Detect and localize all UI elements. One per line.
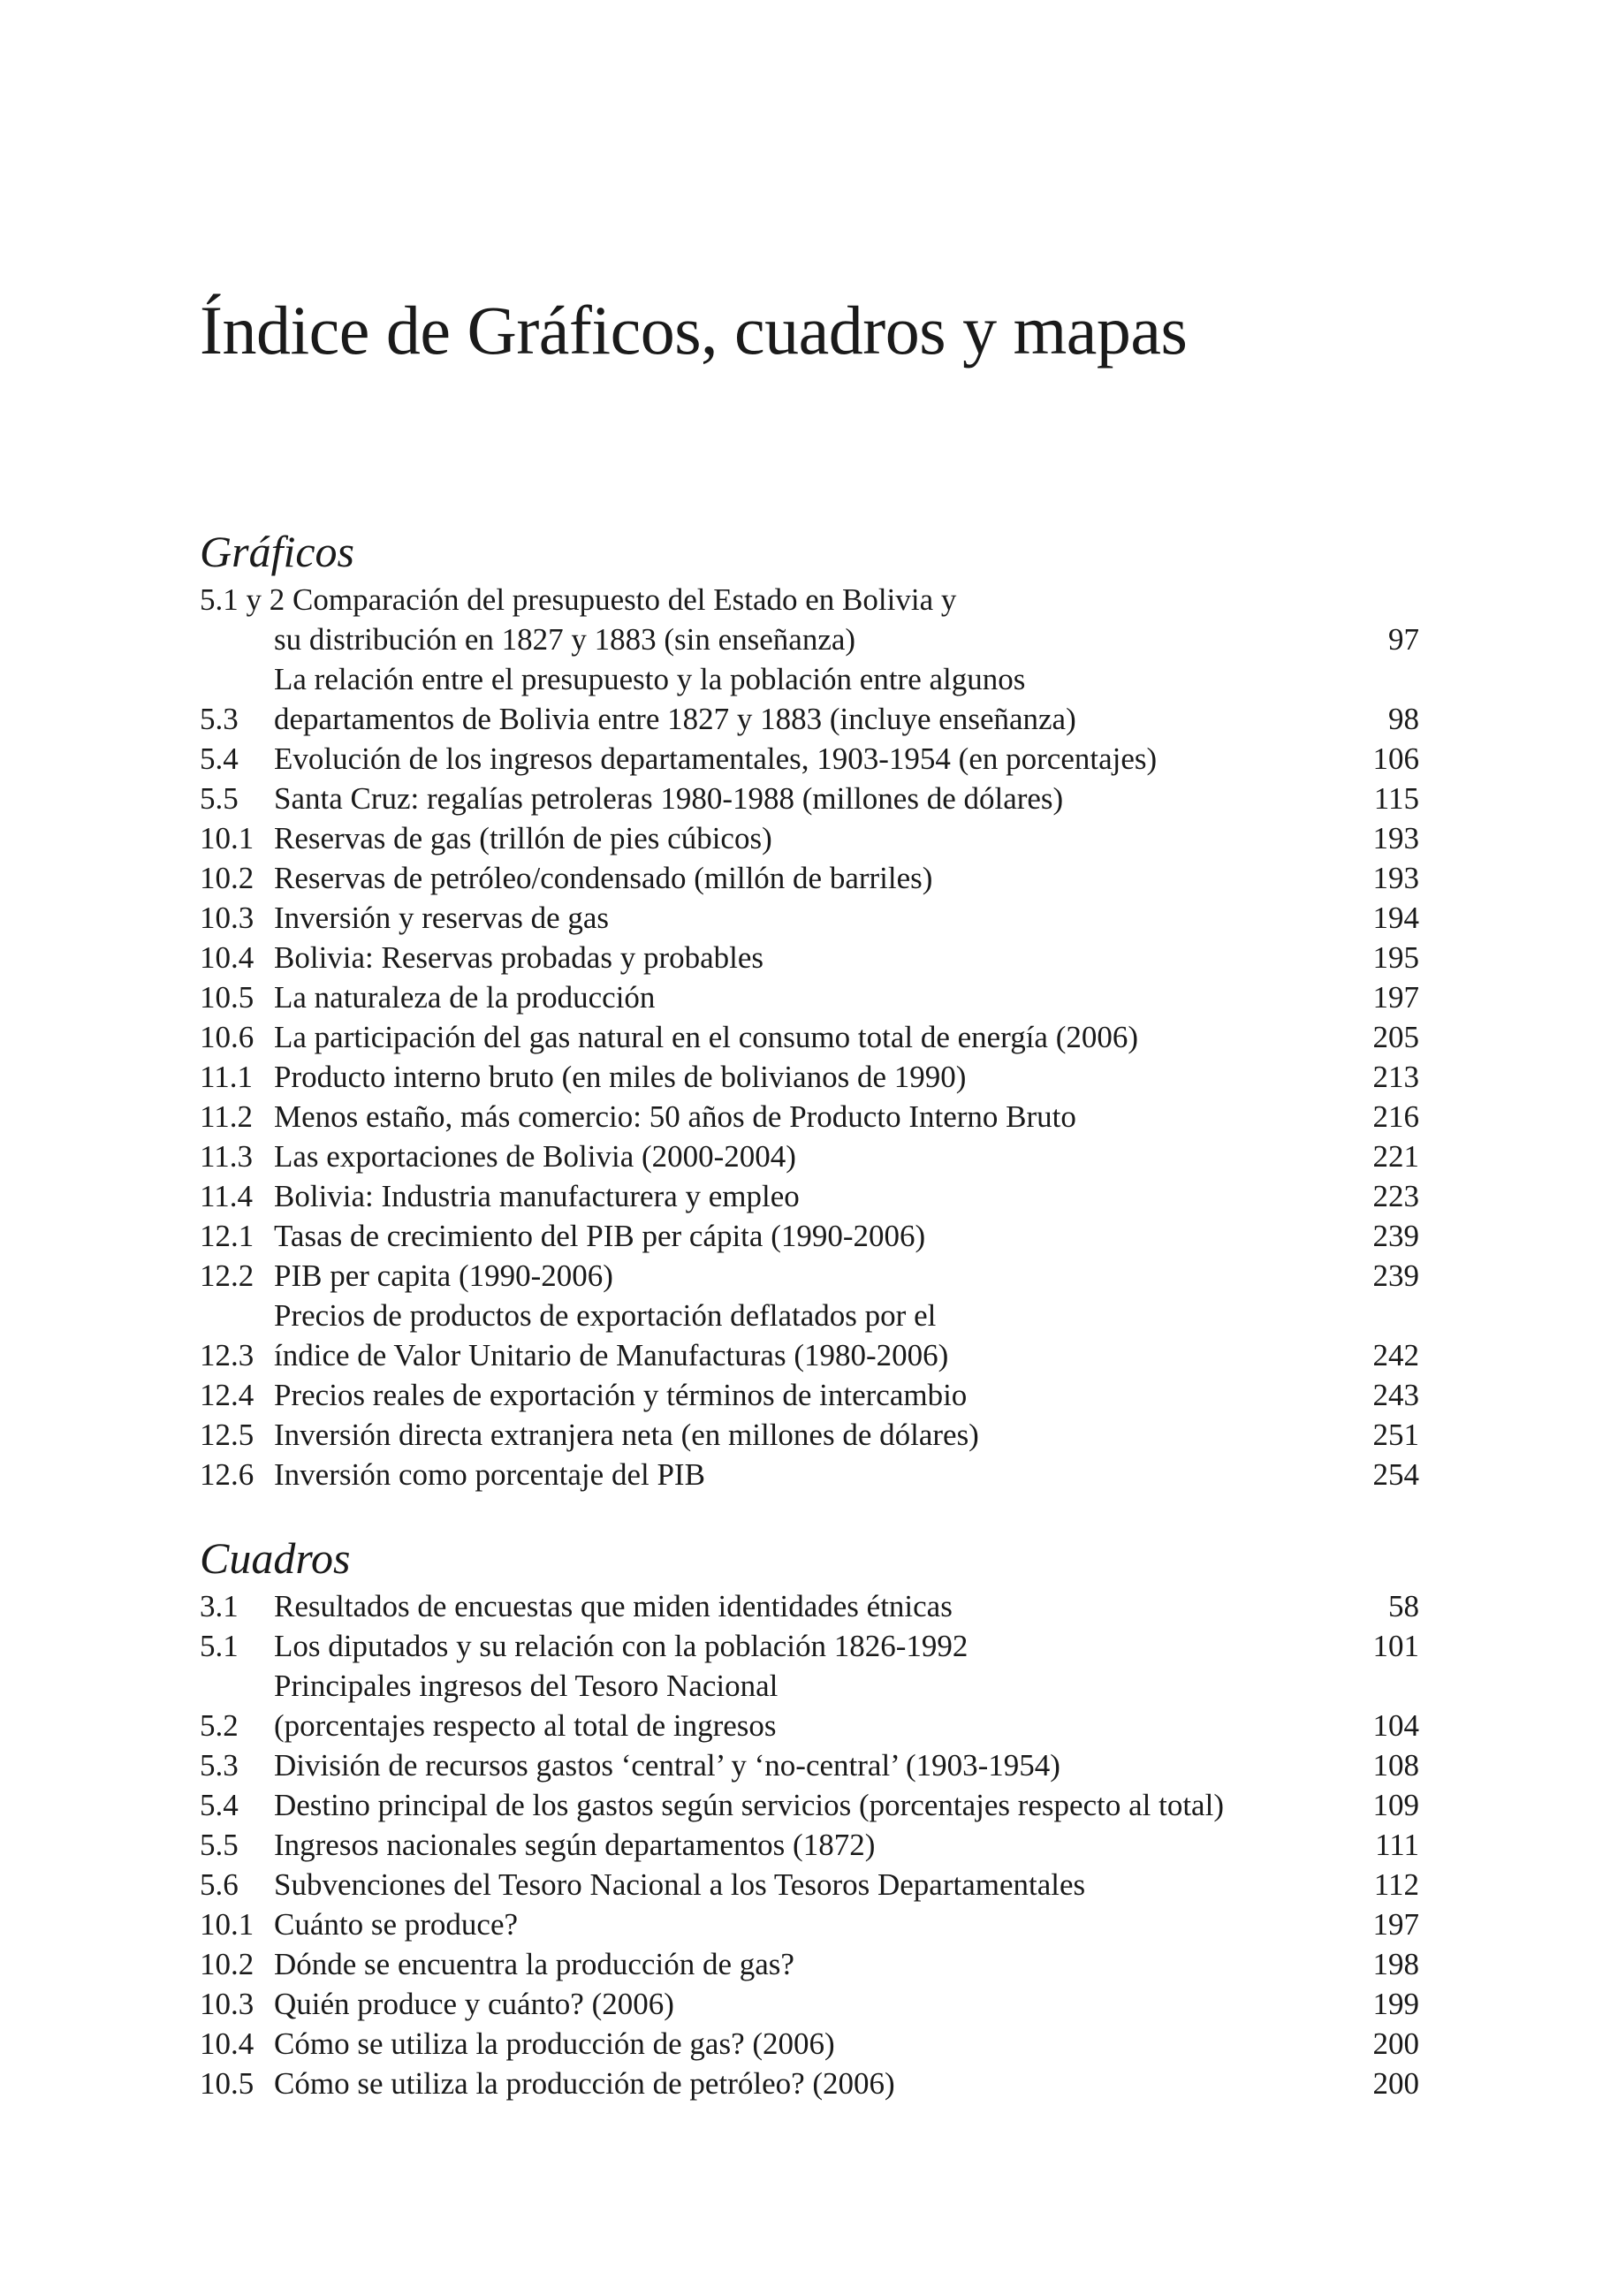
entry-title (274, 1586, 1313, 1626)
entry-page-number: 106 (1372, 741, 1419, 776)
entry-title-line: Reservas de petróleo/condensado (millón de barriles) (274, 861, 933, 895)
entry-title-line: Ingresos nacionales según departamentos (1872) (274, 1828, 876, 1862)
entry-page-number: 239 (1372, 1219, 1419, 1253)
index-entry (200, 1455, 1419, 1494)
entry-number: 12.2 (200, 1258, 254, 1293)
entry-number: 10.1 (200, 821, 254, 855)
index-entry (200, 1984, 1419, 2024)
entry-title-line: Inversión y reservas de gas (274, 901, 610, 935)
index-entry (200, 1785, 1419, 1825)
entry-number: 12.5 (200, 1418, 254, 1452)
entry-number: 10.6 (200, 1020, 254, 1054)
index-entry (200, 938, 1419, 977)
entry-number: 3.1 (200, 1589, 239, 1623)
entry-title (274, 1666, 1313, 1745)
entry-page-number: 199 (1372, 1987, 1419, 2021)
entry-title (200, 580, 1313, 659)
entry-title (274, 1097, 1313, 1137)
entry-number: 12.3 (200, 1338, 254, 1372)
entry-page-number: 200 (1372, 2066, 1419, 2101)
entry-title-line: (porcentajes respecto al total de ingresos (274, 1708, 777, 1743)
entry-number: 10.5 (200, 980, 254, 1015)
entry-number: 5.2 (200, 1708, 239, 1743)
entry-number: 5.6 (200, 1867, 239, 1902)
entry-page-number: 242 (1372, 1338, 1419, 1372)
entry-title (274, 938, 1313, 977)
entry-number: 10.4 (200, 940, 254, 975)
entry-title (274, 1745, 1313, 1785)
entry-title-line: su distribución en 1827 y 1883 (sin enseñanza) (274, 622, 856, 657)
entry-page-number: 104 (1372, 1708, 1419, 1743)
entry-title-line: Tasas de crecimiento del PIB per cápita (1990-2006) (274, 1219, 926, 1253)
index-entry (200, 1415, 1419, 1455)
index-entry (200, 1256, 1419, 1296)
entry-number: 12.4 (200, 1378, 254, 1412)
entry-title-line: Resultados de encuestas que miden identidades étnicas (274, 1589, 953, 1623)
entry-title (274, 1984, 1313, 2024)
entry-title-line: Dónde se encuentra la producción de gas? (274, 1947, 794, 1981)
entry-page-number: 193 (1372, 861, 1419, 895)
entry-number: 5.5 (200, 1828, 239, 1862)
entry-title-line: departamentos de Bolivia entre 1827 y 1883 (incluye enseñanza) (274, 702, 1076, 736)
entry-list (200, 1586, 1419, 2103)
index-entry (200, 1626, 1419, 1666)
index-entry (200, 818, 1419, 858)
entry-page-number: 200 (1372, 2026, 1419, 2061)
entry-page-number: 97 (1388, 622, 1419, 657)
entry-number: 5.4 (200, 741, 239, 776)
entry-title-line: Precios reales de exportación y términos de intercambio (274, 1378, 968, 1412)
index-entry (200, 2064, 1419, 2103)
entry-title-line: Inversión como porcentaje del PIB (274, 1457, 705, 1492)
entry-title (274, 858, 1313, 898)
entry-title (274, 977, 1313, 1017)
entry-title (274, 739, 1313, 779)
index-entry (200, 2024, 1419, 2064)
index-entry (200, 1666, 1419, 1745)
section-cuadros (200, 1533, 1419, 2103)
entry-number: 12.1 (200, 1219, 254, 1253)
entry-number: 10.3 (200, 901, 254, 935)
index-entry (200, 779, 1419, 818)
index-entry (200, 858, 1419, 898)
entry-page-number: 205 (1372, 1020, 1419, 1054)
entry-title-line: índice de Valor Unitario de Manufacturas (1980-2006) (274, 1338, 949, 1372)
entry-title (274, 1216, 1313, 1256)
index-entry (200, 1944, 1419, 1984)
entry-number: 5.4 (200, 1788, 239, 1822)
entry-number: 5.5 (200, 781, 239, 816)
entry-title (274, 1626, 1313, 1666)
entry-number: 11.1 (200, 1060, 253, 1094)
entry-page-number: 254 (1372, 1457, 1419, 1492)
section-heading: Gráficos (200, 527, 354, 576)
entry-page-number: 193 (1372, 821, 1419, 855)
index-entry (200, 1097, 1419, 1137)
entry-title (274, 1415, 1313, 1455)
entry-title-line: Subvenciones del Tesoro Nacional a los Tesoros Departamentales (274, 1867, 1086, 1902)
index-entry (200, 1017, 1419, 1057)
entry-title (274, 1256, 1313, 1296)
entry-title (274, 1785, 1313, 1825)
index-entry (200, 1137, 1419, 1176)
entry-page-number: 98 (1388, 702, 1419, 736)
index-entry (200, 1586, 1419, 1626)
entry-page-number: 112 (1373, 1867, 1419, 1902)
page-title: Índice de Gráficos, cuadros y mapas (200, 292, 1188, 369)
entry-number: 5.1 (200, 1629, 239, 1663)
entry-page-number: 221 (1372, 1139, 1419, 1174)
entry-title (274, 779, 1313, 818)
section-graficos (200, 527, 1419, 1494)
entry-number: 5.3 (200, 1748, 239, 1783)
entry-page-number: 115 (1373, 781, 1419, 816)
entry-number: 5.3 (200, 702, 239, 736)
entry-title-line: La relación entre el presupuesto y la población entre algunos (274, 662, 1026, 696)
index-entry (200, 580, 1419, 659)
entry-title (274, 1176, 1313, 1216)
entry-page-number: 216 (1372, 1099, 1419, 1134)
entry-list (200, 580, 1419, 1494)
index-entry (200, 1057, 1419, 1097)
index-entry (200, 1176, 1419, 1216)
entry-number: 10.1 (200, 1907, 254, 1942)
entry-page-number: 58 (1388, 1589, 1419, 1623)
entry-title-line: Menos estaño, más comercio: 50 años de Producto Interno Bruto (274, 1099, 1076, 1134)
entry-number: 10.2 (200, 1947, 254, 1981)
entry-page-number: 213 (1372, 1060, 1419, 1094)
entry-title-line: PIB per capita (1990-2006) (274, 1258, 613, 1293)
index-entry (200, 1216, 1419, 1256)
index-entry (200, 1745, 1419, 1785)
entry-page-number: 198 (1372, 1947, 1419, 1981)
index-entry (200, 1375, 1419, 1415)
index-entry (200, 1865, 1419, 1904)
entry-number: 10.4 (200, 2026, 254, 2061)
entry-title (274, 1865, 1313, 1904)
entry-title-line: Cómo se utiliza la producción de gas? (2006) (274, 2026, 835, 2061)
entry-title (274, 2024, 1313, 2064)
entry-title-line: La naturaleza de la producción (274, 980, 656, 1015)
entry-number: 10.3 (200, 1987, 254, 2021)
entry-page-number: 243 (1372, 1378, 1419, 1412)
entry-title-line: La participación del gas natural en el consumo total de energía (2006) (274, 1020, 1139, 1054)
index-entry (200, 898, 1419, 938)
entry-title-line: Los diputados y su relación con la población 1826-1992 (274, 1629, 969, 1663)
entry-page-number: 194 (1372, 901, 1419, 935)
index-entry (200, 739, 1419, 779)
entry-page-number: 251 (1372, 1418, 1419, 1452)
entry-title (274, 2064, 1313, 2103)
entry-title-line: 5.1 y 2 Comparación del presupuesto del Estado en Bolivia y (200, 582, 957, 617)
entry-title-line: Bolivia: Reservas probadas y probables (274, 940, 764, 975)
entry-title-line: Cuánto se produce? (274, 1907, 519, 1942)
entry-title-line: Santa Cruz: regalías petroleras 1980-1988 (millones de dólares) (274, 781, 1064, 816)
entry-title (274, 898, 1313, 938)
entry-page-number: 109 (1372, 1788, 1419, 1822)
entry-title (274, 1825, 1313, 1865)
entry-title-line: Precios de productos de exportación deflatados por el (274, 1298, 937, 1333)
entry-title (274, 1375, 1313, 1415)
section-heading: Cuadros (200, 1533, 351, 1583)
index-entry (200, 1296, 1419, 1375)
entry-title-line: Quién produce y cuánto? (2006) (274, 1987, 674, 2021)
entry-title-line: Producto interno bruto (en miles de bolivianos de 1990) (274, 1060, 967, 1094)
entry-number: 10.2 (200, 861, 254, 895)
entry-title-line: Destino principal de los gastos según servicios (porcentajes respecto al total) (274, 1788, 1224, 1822)
entry-title (274, 1057, 1313, 1097)
entry-page-number: 195 (1372, 940, 1419, 975)
entry-page-number: 197 (1372, 1907, 1419, 1942)
index-entry (200, 659, 1419, 739)
entry-number: 11.3 (200, 1139, 253, 1174)
entry-title (274, 1455, 1313, 1494)
entry-number: 11.4 (200, 1179, 253, 1213)
entry-number: 11.2 (200, 1099, 253, 1134)
entry-title-line: Evolución de los ingresos departamentales, 1903-1954 (en porcentajes) (274, 741, 1158, 776)
entry-title-line: Bolivia: Industria manufacturera y empleo (274, 1179, 800, 1213)
index-entry (200, 977, 1419, 1017)
entry-title (274, 1944, 1313, 1984)
entry-title-line: Inversión directa extranjera neta (en millones de dólares) (274, 1418, 979, 1452)
entry-page-number: 101 (1372, 1629, 1419, 1663)
entry-title (274, 1904, 1313, 1944)
entry-title (274, 818, 1313, 858)
entry-number: 10.5 (200, 2066, 254, 2101)
entry-title (274, 1017, 1313, 1057)
entry-page-number: 223 (1372, 1179, 1419, 1213)
entry-page-number: 239 (1372, 1258, 1419, 1293)
entry-number: 12.6 (200, 1457, 254, 1492)
entry-page-number: 111 (1375, 1828, 1419, 1862)
entry-title (274, 659, 1313, 739)
entry-title-line: Cómo se utiliza la producción de petróleo? (2006) (274, 2066, 895, 2101)
entry-title-line: Principales ingresos del Tesoro Nacional (274, 1669, 779, 1703)
entry-title (274, 1296, 1313, 1375)
entry-title (274, 1137, 1313, 1176)
entry-title-line: División de recursos gastos ‘central’ y ‘no-central’ (1903-1954) (274, 1748, 1060, 1783)
index-entry (200, 1825, 1419, 1865)
entry-page-number: 108 (1372, 1748, 1419, 1783)
entry-title-line: Las exportaciones de Bolivia (2000-2004) (274, 1139, 796, 1174)
entry-title-line: Reservas de gas (trillón de pies cúbicos) (274, 821, 772, 855)
index-entry (200, 1904, 1419, 1944)
entry-page-number: 197 (1372, 980, 1419, 1015)
